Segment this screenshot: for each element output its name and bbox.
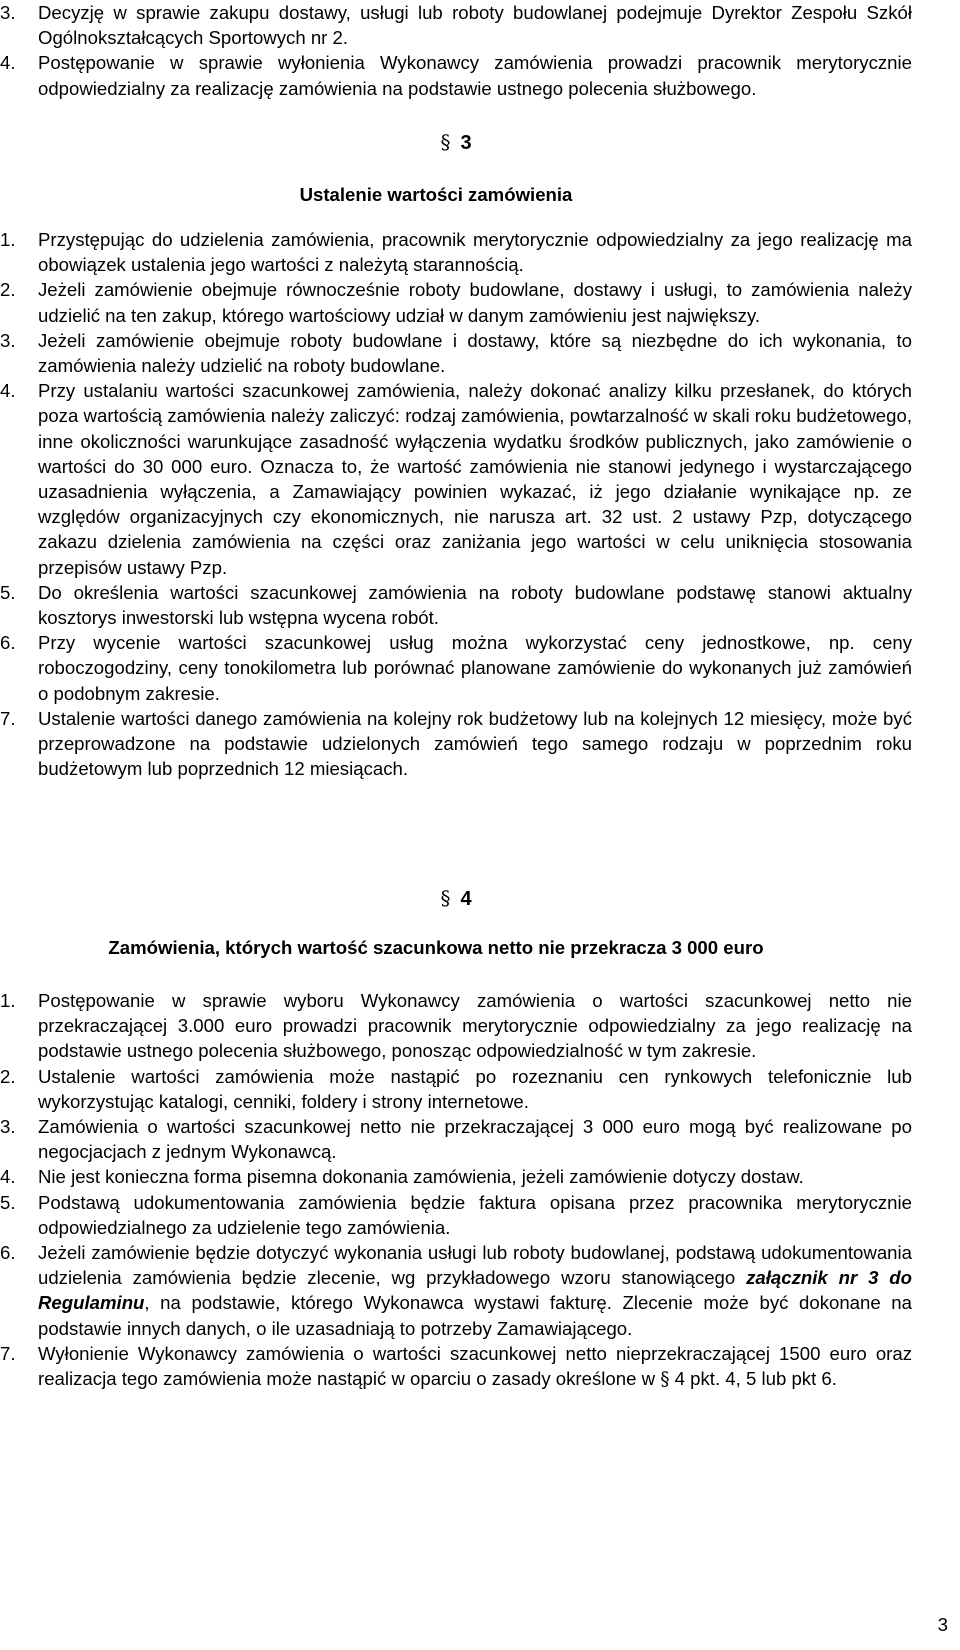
attachment-reference: załącznik nr 3 do Regulaminu — [38, 1267, 912, 1314]
section-4-title: Zamówienia, których wartość szacunkowa netto nie przekracza 3 000 euro — [108, 937, 764, 958]
item-text: Przy wycenie wartości szacunkowej usług można wykorzystać ceny jednostkowe, np. ceny roboczogodziny, ceny tonokilometra lub porównać planowane zamówienie do wykonanych już zamówień o podobnym zakresie. — [38, 632, 912, 704]
list-item — [0, 580, 912, 630]
list-item — [0, 0, 912, 50]
item-text: Podstawą udokumentowania zamówienia będzie faktura opisana przez pracownika merytorycznie odpowiedzialnego za udzielenie tego zamówienia. — [38, 1191, 912, 1238]
item-text — [38, 1341, 912, 1392]
item-text: Postępowanie w sprawie wyboru Wykonawcy zamówienia o wartości szacunkowej netto nie przekraczającej 3.000 euro prowadzi pracownik merytorycznie odpowiedzialny za jego realizację na podstawie ustnego polecenia służbowego, ponosząc odpowiedzialność w tym zakresie. — [38, 990, 912, 1062]
item-text: Do określenia wartości szacunkowej zamówienia na roboty budowlane podstawę stanowi aktualny kosztorys inwestorski lub wstępna wycena robót. — [38, 581, 912, 629]
list-item — [0, 988, 912, 1064]
item-number: 2. — [0, 279, 16, 301]
item-text — [38, 1240, 912, 1341]
list-item — [0, 706, 912, 782]
section-3-list — [0, 227, 912, 781]
list-item — [0, 1341, 912, 1392]
item-number: 4. — [0, 1166, 16, 1188]
section-sign-icon: § — [660, 1369, 670, 1391]
list-item — [0, 328, 912, 378]
continued-list — [0, 0, 912, 101]
section-3-sign — [0, 130, 912, 155]
item-number: 3. — [0, 1116, 16, 1138]
section-sign-icon: § — [440, 130, 451, 154]
item-text-part: Jeżeli zamówienie będzie dotyczyć wykonania usługi lub roboty budowlanej, podstawą udokumentowania udzielenia zamówienia będzie zlecenie, wg przykładowego wzoru stanowiącego — [38, 1242, 912, 1289]
item-number: 5. — [0, 581, 16, 603]
page-number: 3 — [937, 1614, 948, 1635]
item-number: 7. — [0, 1342, 16, 1364]
list-item — [0, 1064, 912, 1114]
item-number: 4. — [0, 380, 16, 402]
section-sign-icon: § — [440, 886, 451, 910]
item-text: Przystępując do udzielenia zamówienia, pracownik merytorycznie odpowiedzialny za jego realizację ma obowiązek ustalenia jego wartości z należytą starannością. — [38, 229, 912, 276]
list-item — [0, 378, 912, 580]
list-item — [0, 1164, 912, 1189]
item-number: 1. — [0, 229, 16, 250]
item-text: Ustalenie wartości zamówienia może nastąpić po rozeznaniu cen rynkowych telefonicznie lub wykorzystując katalogi, cenniki, foldery i strony internetowe. — [38, 1065, 912, 1112]
section-4-sign — [0, 886, 912, 911]
item-number: 2. — [0, 1065, 16, 1087]
item-text: Przy ustalaniu wartości szacunkowej zamówienia, należy dokonać analizy kilku przesłanek, do których poza wartością zamówienia należy zaliczyć: rodzaj zamówienia, powtarzalność w skali roku budżetowego, inne okoliczności warunkujące zasadność wyłączenia wydatku środków publicznych, jako zamówienie o wartości do 30 000 euro. Oznacza to, że wartość zamówienia nie stanowi jedynego i wystarczającego uzasadnienia wyłączenia, a Zamawiający powinien wykazać, iż jego działanie wynikające np. ze względów organizacyjnych czy ekonomicznych, nie narusza art. 32 ust. 2 ustawy Pzp, dotyczącego zakazu dzielenia zamówienia na części oraz zaniżania jego wartości w celu uniknięcia stosowania przepisów ustawy Pzp. — [38, 380, 912, 578]
list-item — [0, 1114, 912, 1164]
item-text: Ustalenie wartości danego zamówienia na kolejny rok budżetowy lub na kolejnych 12 miesięcy, może być przeprowadzone na podstawie udzielonych zamówień tego samego rodzaju w poprzednim roku budżetowym lub poprzednich 12 miesiącach. — [38, 707, 912, 780]
section-4-list — [0, 988, 912, 1392]
section-number: 4 — [460, 888, 472, 910]
item-text: Nie jest konieczna forma pisemna dokonania zamówienia, jeżeli zamówienie dotyczy dostaw. — [38, 1166, 804, 1188]
item-text-part: , na podstawie, którego Wykonawca wystawi fakturę. Zlecenie może być dokonane na podstawie innych danych, o ile uzasadniają to potrzeby Zamawiającego. — [38, 1292, 912, 1339]
list-item — [0, 50, 912, 100]
list-item — [0, 1190, 912, 1240]
list-item — [0, 227, 912, 277]
item-text-part: Wyłonienie Wykonawcy zamówienia o wartości szacunkowej netto nieprzekraczającej 1500 euro oraz realizacja tego zamówienia może nastąpić w oparciu o zasady określone w — [38, 1342, 912, 1390]
item-number: 6. — [0, 632, 16, 654]
item-number: 3. — [0, 2, 16, 23]
list-item — [0, 630, 912, 706]
item-text: Postępowanie w sprawie wyłonienia Wykonawcy zamówienia prowadzi pracownik merytorycznie odpowiedzialny za realizację zamówienia na podstawie ustnego polecenia służbowego. — [38, 52, 912, 99]
item-number: 4. — [0, 52, 16, 74]
section-number: 3 — [460, 132, 472, 154]
item-number: 6. — [0, 1242, 16, 1264]
item-text: Jeżeli zamówienie obejmuje roboty budowlane i dostawy, które są niezbędne do ich wykonania, to zamówienia należy udzielić na roboty budowlane. — [38, 329, 912, 377]
item-number: 3. — [0, 329, 16, 351]
item-number: 7. — [0, 707, 16, 729]
section-3-title: Ustalenie wartości zamówienia — [299, 184, 573, 205]
item-text: Decyzję w sprawie zakupu dostawy, usługi lub roboty budowlanej podejmuje Dyrektor Zespołu Szkół Ogólnokształcących Sportowych nr 2. — [38, 2, 912, 49]
item-text: Zamówienia o wartości szacunkowej netto nie przekraczającej 3 000 euro mogą być realizowane po negocjacjach z jednym Wykonawcą. — [38, 1116, 912, 1163]
list-item — [0, 277, 912, 327]
item-number: 1. — [0, 990, 16, 1011]
item-text-part: 4 pkt. 4, 5 lub pkt 6. — [669, 1368, 837, 1390]
list-item — [0, 1240, 912, 1341]
item-number: 5. — [0, 1191, 16, 1213]
item-text: Jeżeli zamówienie obejmuje równocześnie roboty budowlane, dostawy i usługi, to zamówienia należy udzielić na ten zakup, którego wartościowy udział w danym zamówieniu jest największy. — [38, 279, 912, 326]
